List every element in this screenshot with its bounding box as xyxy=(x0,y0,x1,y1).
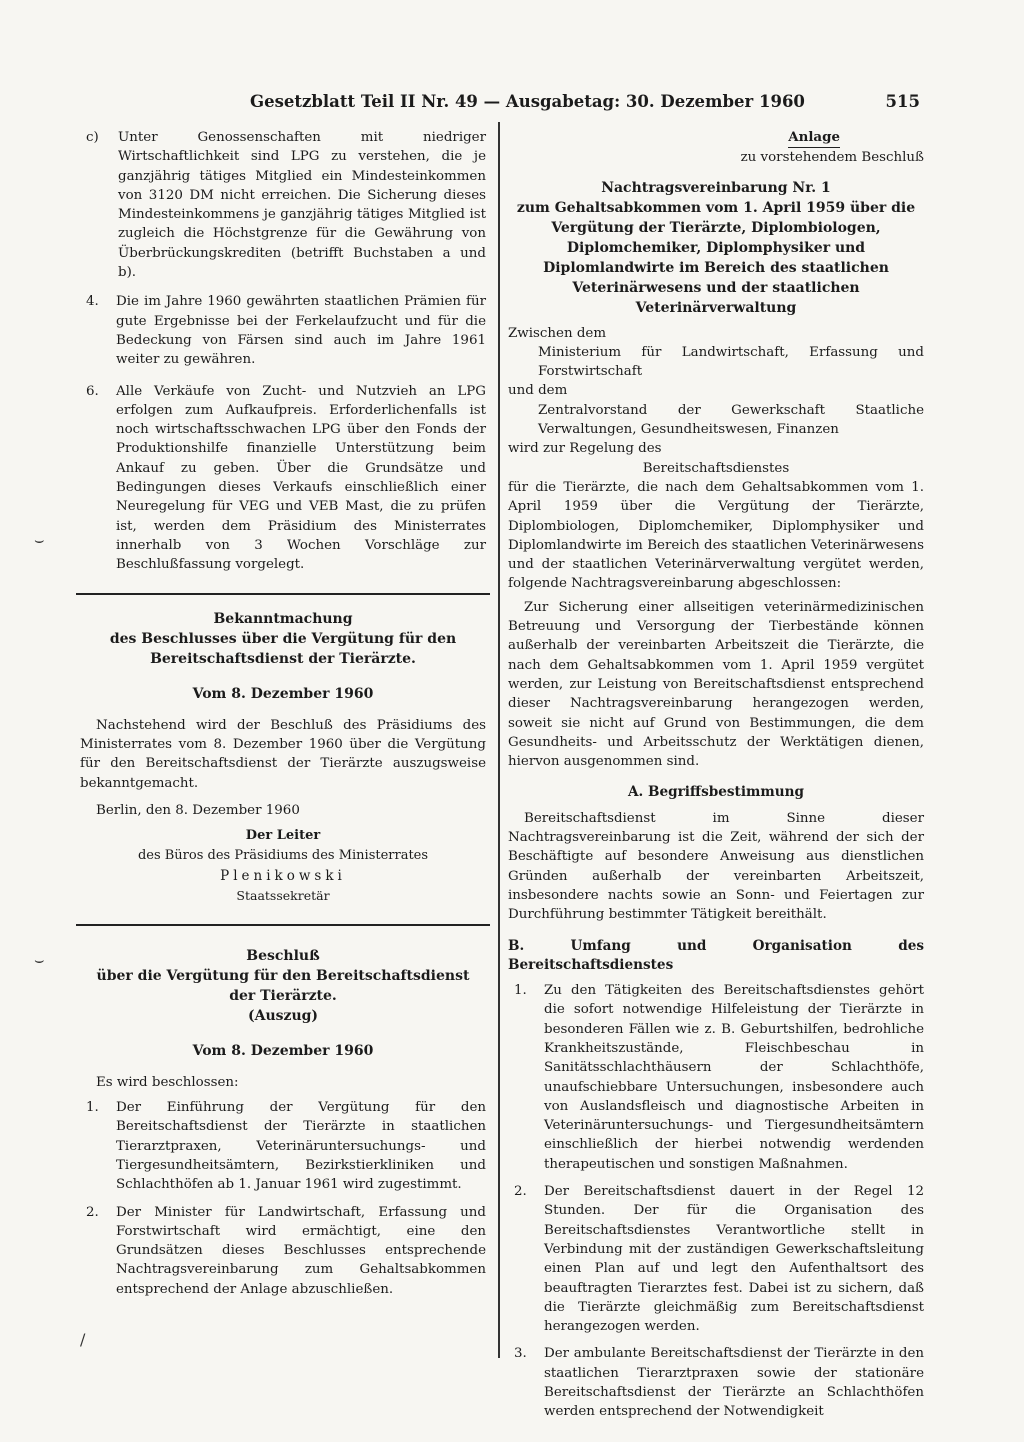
beschluss-subtitle-2: der Tierärzte. xyxy=(229,987,337,1004)
item-number: 3. xyxy=(514,1346,527,1362)
margin-pen-mark: ⌣ xyxy=(34,950,45,969)
beschluss-title: Beschluß xyxy=(246,947,320,964)
signature-office: des Büros des Präsidiums des Ministerrates xyxy=(137,847,429,863)
page-header xyxy=(250,92,920,116)
section-a-body: Bereitschaftsdienst im Sinne dieser Nachtragsvereinbarung ist die Zeit, während der sich der Beschäftigte auf besondere Anweisung aus dienstlichen Gründen außerhalb der vereinbarten Arbeitszeit, insbesondere nachts sowie an Sonn- und Feiertagen zur Durchführung bestimmter Tätigkeit bereithält. xyxy=(508,810,924,923)
section-b-item-2 xyxy=(508,1182,924,1336)
item-text: Der Minister für Landwirtschaft, Erfassung und Forstwirtschaft wird ermächtigt, eine den Grundsätzen dieses Beschlusses entsprechende Nachtragsvereinbarung zum Gehaltsabkommen entsprechend der Anlage abzuschließen. xyxy=(116,1204,486,1297)
list-item-6 xyxy=(80,382,486,575)
section-b-heading: B. Umfang und Organisation des Bereitschaftsdienstes xyxy=(508,937,924,973)
item-text: Der ambulante Bereitschaftsdienst der Tierärzte in den staatlichen Tierarztpraxen sowie der stationäre Bereitschaftsdienst der Tierärzte an Schlachthöfen werden entsprechend der Notwendigkeit xyxy=(544,1346,924,1420)
agreement-body-1: für die Tierärzte, die nach dem Gehaltsabkommen vom 1. April 1959 über die Vergütung der Tierärzte, Diplombiologen, Diplomchemiker, Diplomphysiker und Diplomlandwirte im Bereich des staatlichen Veterinärwesens und der staatlichen Veterinärverwaltung vergütet werden, folgende Nachtragsvereinbarung abgeschlossen: xyxy=(508,479,924,592)
item-number: 1. xyxy=(514,983,527,999)
item-text: Alle Verkäufe von Zucht- und Nutzvieh an LPG erfolgen zum Aufkaufpreis. Erforderlichenfalls ist noch wirtschaftsschwachen LPG über den Fonds der Produktionshilfe finanzielle Unterstützung beim Ankauf zu geben. Über die Grundsätze und Bedingungen dieses Verkaufs einschließlich einer Neuregelung für VEG und VEB Mast, die zu prüfen ist, werden dem Präsidium des Ministerrates innerhalb von 3 Wochen Vorschläge zur Beschlußfassung vorgelegt. xyxy=(116,383,486,573)
und-dem-text: und dem xyxy=(508,383,568,399)
beschluss-intro: Es wird beschlossen: xyxy=(96,1074,239,1090)
agreement-title: Nachtragsvereinbarung Nr. 1 xyxy=(601,179,831,196)
list-item-c xyxy=(80,128,486,282)
agreement-body-2: Zur Sicherung einer allseitigen veterinärmedizinischen Betreuung und Versorgung der Tierbestände können außerhalb der vereinbarten Arbeitszeit die Tierärzte, die nach dem Gehaltsabkommen vom 1. April 1959 vergütet werden, zur Leistung von Bereitschaftsdienst entsprechend dieser Nachtragsvereinbarung herangezogen werden, soweit sie nicht auf Grund von Bestimmungen, die dem Gesundheits- und Arbeitsschutz der Werktätigen dienen, hiervon ausgenommen sind. xyxy=(508,599,924,770)
signature-role: Der Leiter xyxy=(245,828,321,844)
section-b-item-1 xyxy=(508,981,924,1174)
bereitschaftsdienst-label: Bereitschaftsdienstes xyxy=(642,460,790,476)
beschluss-date: Vom 8. Dezember 1960 xyxy=(192,1042,374,1059)
item-number: c) xyxy=(86,130,99,145)
bekanntmachung-title: Bekanntmachung xyxy=(213,610,353,627)
right-column xyxy=(508,128,924,1430)
anlage-subheading: zu vorstehendem Beschluß xyxy=(740,150,924,166)
beschluss-excerpt: (Auszug) xyxy=(247,1007,319,1024)
regelung-text: wird zur Regelung des xyxy=(508,441,662,457)
section-divider xyxy=(76,593,490,595)
page-number: 515 xyxy=(885,92,920,111)
item-text: Der Bereitschaftsdienst dauert in der Regel 12 Stunden. Der für die Organisation des Bereitschaftsdienstes Verantwortliche stellt in Verbindung mit der zuständigen Gewerkschaftsleitung einen Plan auf und legt den Aufenthaltsort des beauftragten Tierarztes fest. Dabei ist zu sichern, daß die Tierärzte gleichmäßig zum Bereitschaftsdienst herangezogen werden. xyxy=(544,1184,924,1335)
header-title: Gesetzblatt Teil II Nr. 49 — Ausgabetag: 30. Dezember 1960 xyxy=(250,92,805,111)
list-item-4 xyxy=(80,292,486,369)
anlage-heading xyxy=(508,128,924,148)
item-text: Zu den Tätigkeiten des Bereitschaftsdienstes gehört die sofort notwendige Hilfeleistung der Tierärzte in besonderen Fällen wie z. B. Geburtshilfen, bedrohliche Krankheitszustände, Fleischbeschau in Sanitätsschlachthäusern der Schlachthöfe, unaufschiebbare Untersuchungen, insbesondere auch von Auslandsfleisch und diagnostische Arbeiten in Veterinäruntersuchungs- und Tiergesundheitsämtern einschließlich der hierbei notwendig werdenden therapeutischen und sonstigen Maßnahmen. xyxy=(544,983,924,1172)
column-divider xyxy=(498,122,500,1358)
beschluss-subtitle: über die Vergütung für den Bereitschaftsdienst xyxy=(96,967,470,984)
agreement-subtitle: zum Gehaltsabkommen vom 1. April 1959 über die Vergütung der Tierärzte, Diplombiologen, Diplomchemiker, Diplomphysiker und Diplomlandwirte im Bereich des staatlichen Veterinärwesens und der staatlichen Veterinärverwaltung xyxy=(516,199,916,316)
item-number: 1. xyxy=(86,1100,99,1116)
section-divider xyxy=(76,924,490,926)
beschluss-item-2 xyxy=(80,1203,486,1299)
signature-title: Staatssekretär xyxy=(236,888,330,904)
party-ministry: Ministerium für Landwirtschaft, Erfassung und Forstwirtschaft xyxy=(538,344,924,380)
item-text: Unter Genossenschaften mit niedriger Wirtschaftlichkeit sind LPG zu verstehen, die je ganzjährig tätiges Mitglied ein Mindesteinkommen von 3120 DM nicht erreichen. Die Sicherung dieses Mindesteinkommens je ganzjährig tätiges Mitglied ist zugleich die Höchstgrenze für die Gewährung von Überbrückungskrediten (betrifft Buchstaben a und b). xyxy=(118,130,486,281)
item-text: Die im Jahre 1960 gewährten staatlichen Prämien für gute Ergebnisse bei der Ferkelaufzucht und für die Bedeckung von Färsen sind auch im Jahre 1961 weiter zu gewähren. xyxy=(116,294,486,368)
place-date: Berlin, den 8. Dezember 1960 xyxy=(96,803,300,819)
bekanntmachung-subtitle: des Beschlusses über die Vergütung für den Bereitschaftsdienst der Tierärzte. xyxy=(109,630,457,667)
margin-pen-mark: / xyxy=(80,1330,86,1349)
item-number: 6. xyxy=(86,383,99,399)
beschluss-item-1 xyxy=(80,1098,486,1194)
signature-name: Plenikowski xyxy=(220,867,346,884)
party-union: Zentralvorstand der Gewerkschaft Staatliche Verwaltungen, Gesundheitswesen, Finanzen xyxy=(538,402,924,438)
bekanntmachung-body: Nachstehend wird der Beschluß des Präsidiums des Ministerrates vom 8. Dezember 1960 über die Vergütung für den Bereitschaftsdienst der Tierärzte auszugsweise bekanntgemacht. xyxy=(80,717,486,791)
section-b-item-3 xyxy=(508,1344,924,1421)
margin-pen-mark: ⌣ xyxy=(34,530,45,549)
anlage-label: Anlage xyxy=(788,128,840,148)
item-number: 2. xyxy=(514,1184,527,1200)
zwischen-text: Zwischen dem xyxy=(508,325,607,341)
item-number: 4. xyxy=(86,294,99,310)
left-column xyxy=(80,128,486,1307)
item-text: Der Einführung der Vergütung für den Bereitschaftsdienst der Tierärzte in staatlichen Tierarztpraxen, Veterinäruntersuchungs- und Tiergesundheitsämtern, Bezirkstierkliniken und Schlachthöfen ab 1. Januar 1961 wird zugestimmt. xyxy=(116,1100,486,1193)
item-number: 2. xyxy=(86,1204,99,1220)
bekanntmachung-date: Vom 8. Dezember 1960 xyxy=(192,685,374,702)
section-a-heading: A. Begriffsbestimmung xyxy=(627,784,805,801)
